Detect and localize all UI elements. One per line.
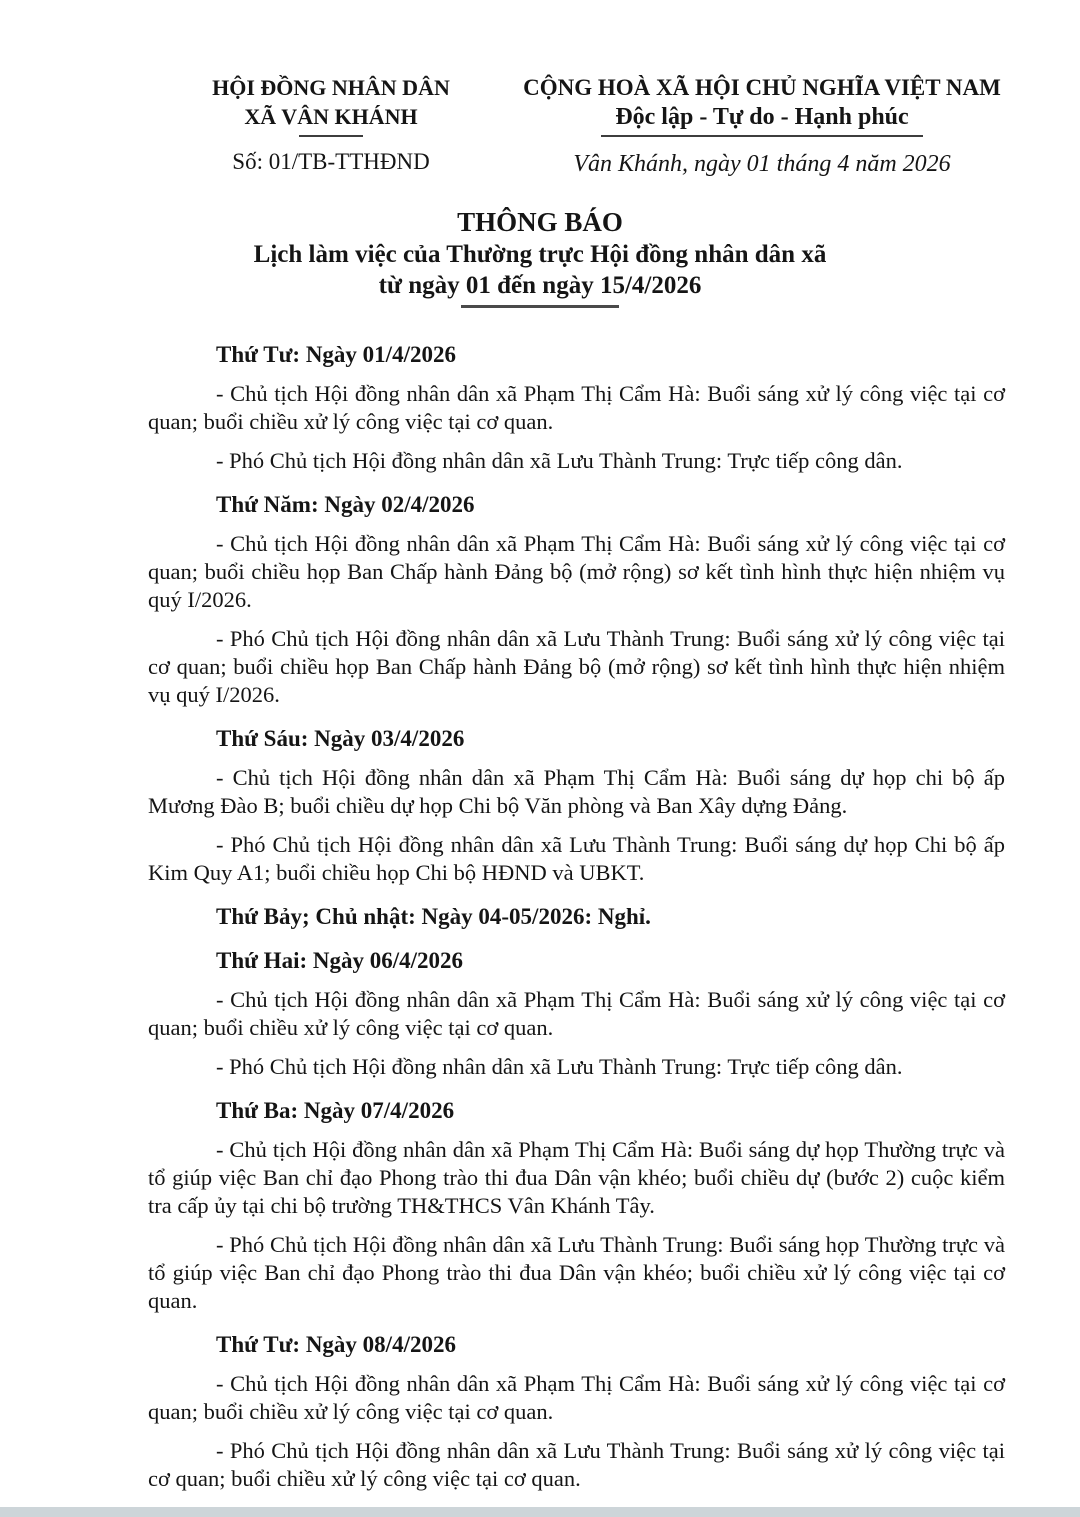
schedule-paragraph: - Phó Chủ tịch Hội đồng nhân dân xã Lưu Thành Trung: Buổi sáng dự họp Chi bộ ấp Kim Quy A1; buổi chiều họp Chi bộ HĐND và UBKT. [148,832,1005,885]
day-heading: Thứ Tư: Ngày 01/4/2026 [216,342,456,367]
issuing-org-locality: XÃ VÂN KHÁNH [244,104,418,129]
national-motto: Độc lập - Tự do - Hạnh phúc [615,104,909,130]
schedule-paragraph: - Chủ tịch Hội đồng nhân dân xã Phạm Thị Cẩm Hà: Buổi sáng dự họp Thường trực và tổ giúp việc Ban chỉ đạo Phong trào thi đua Dân vận khéo; buổi chiều dự (bước 2) cuộc kiểm tra cấp ủy tại chi bộ trường TH&THCS Vân Khánh Tây. [148,1137,1005,1218]
day-heading: Thứ Hai: Ngày 06/4/2026 [216,948,464,973]
document-header [0,0,1080,177]
doc-subtitle-line1: Lịch làm việc của Thường trực Hội đồng nhân dân xã [253,241,827,268]
issuing-org-block [150,73,512,176]
subtitle-underline [461,305,619,308]
day-heading: Thứ Ba: Ngày 07/4/2026 [216,1098,455,1123]
motto-underline [601,135,923,137]
org-underline [299,135,363,137]
schedule-section [148,725,1005,887]
schedule-paragraph: - Phó Chủ tịch Hội đồng nhân dân xã Lưu Thành Trung: Buổi sáng xử lý công việc tại cơ quan; buổi chiều xử lý công việc tại cơ quan. [148,1438,1005,1491]
national-name: CỘNG HOÀ XÃ HỘI CHỦ NGHĨA VIỆT NAM [523,75,1001,100]
day-heading: Thứ Bảy; Chủ nhật: Ngày 04-05/2026: Nghỉ. [216,904,651,929]
schedule-section [148,491,1005,709]
schedule-paragraph: - Chủ tịch Hội đồng nhân dân xã Phạm Thị Cẩm Hà: Buổi sáng dự họp chi bộ ấp Mương Đào B; buổi chiều dự họp Chi bộ Văn phòng và Ban Xây dựng Đảng. [148,765,1005,818]
national-header-block [502,73,1022,179]
schedule-paragraph: - Phó Chủ tịch Hội đồng nhân dân xã Lưu Thành Trung: Trực tiếp công dân. [216,448,903,473]
doc-subtitle-line2: từ ngày 01 đến ngày 15/4/2026 [378,272,702,299]
schedule-paragraph: - Chủ tịch Hội đồng nhân dân xã Phạm Thị Cẩm Hà: Buổi sáng xử lý công việc tại cơ quan; buổi chiều họp Ban Chấp hành Đảng bộ (mở rộng) sơ kết tình hình thực hiện nhiệm vụ quý I/2026. [148,531,1005,612]
schedule-section [148,1097,1005,1315]
schedule-paragraph: - Phó Chủ tịch Hội đồng nhân dân xã Lưu Thành Trung: Buổi sáng họp Thường trực và tổ giúp việc Ban chỉ đạo Phong trào thi đua Dân vận khéo; buổi chiều xử lý công việc tại cơ quan. [148,1232,1005,1313]
schedule-paragraph: - Phó Chủ tịch Hội đồng nhân dân xã Lưu Thành Trung: Trực tiếp công dân. [216,1054,903,1079]
schedule-section [148,1331,1005,1493]
schedule-section [148,341,1005,475]
schedule-paragraph: - Chủ tịch Hội đồng nhân dân xã Phạm Thị Cẩm Hà: Buổi sáng xử lý công việc tại cơ quan; buổi chiều xử lý công việc tại cơ quan. [148,381,1005,434]
place-date-line: Vân Khánh, ngày 01 tháng 4 năm 2026 [573,151,951,177]
day-heading: Thứ Sáu: Ngày 03/4/2026 [216,726,465,751]
day-heading: Thứ Năm: Ngày 02/4/2026 [216,492,475,517]
schedule-section [148,947,1005,1081]
schedule-paragraph: - Chủ tịch Hội đồng nhân dân xã Phạm Thị Cẩm Hà: Buổi sáng xử lý công việc tại cơ quan; buổi chiều xử lý công việc tại cơ quan. [148,1371,1005,1424]
schedule-section [148,903,1005,931]
title-block [0,206,1080,308]
schedule-paragraph: - Chủ tịch Hội đồng nhân dân xã Phạm Thị Cẩm Hà: Buổi sáng xử lý công việc tại cơ quan; buổi chiều xử lý công việc tại cơ quan. [148,987,1005,1040]
doc-type-title: THÔNG BÁO [457,207,623,237]
day-heading: Thứ Tư: Ngày 08/4/2026 [216,1332,456,1357]
issuing-org-name: HỘI ĐỒNG NHÂN DÂN [212,75,450,100]
bottom-ui-strip [0,1507,1080,1517]
schedule-content [148,341,1005,1493]
schedule-paragraph: - Phó Chủ tịch Hội đồng nhân dân xã Lưu Thành Trung: Buổi sáng xử lý công việc tại cơ quan; buổi chiều họp Ban Chấp hành Đảng bộ (mở rộng) sơ kết tình hình thực hiện nhiệm vụ quý I/2026. [148,626,1005,707]
doc-number: Số: 01/TB-TTHĐND [232,149,430,174]
